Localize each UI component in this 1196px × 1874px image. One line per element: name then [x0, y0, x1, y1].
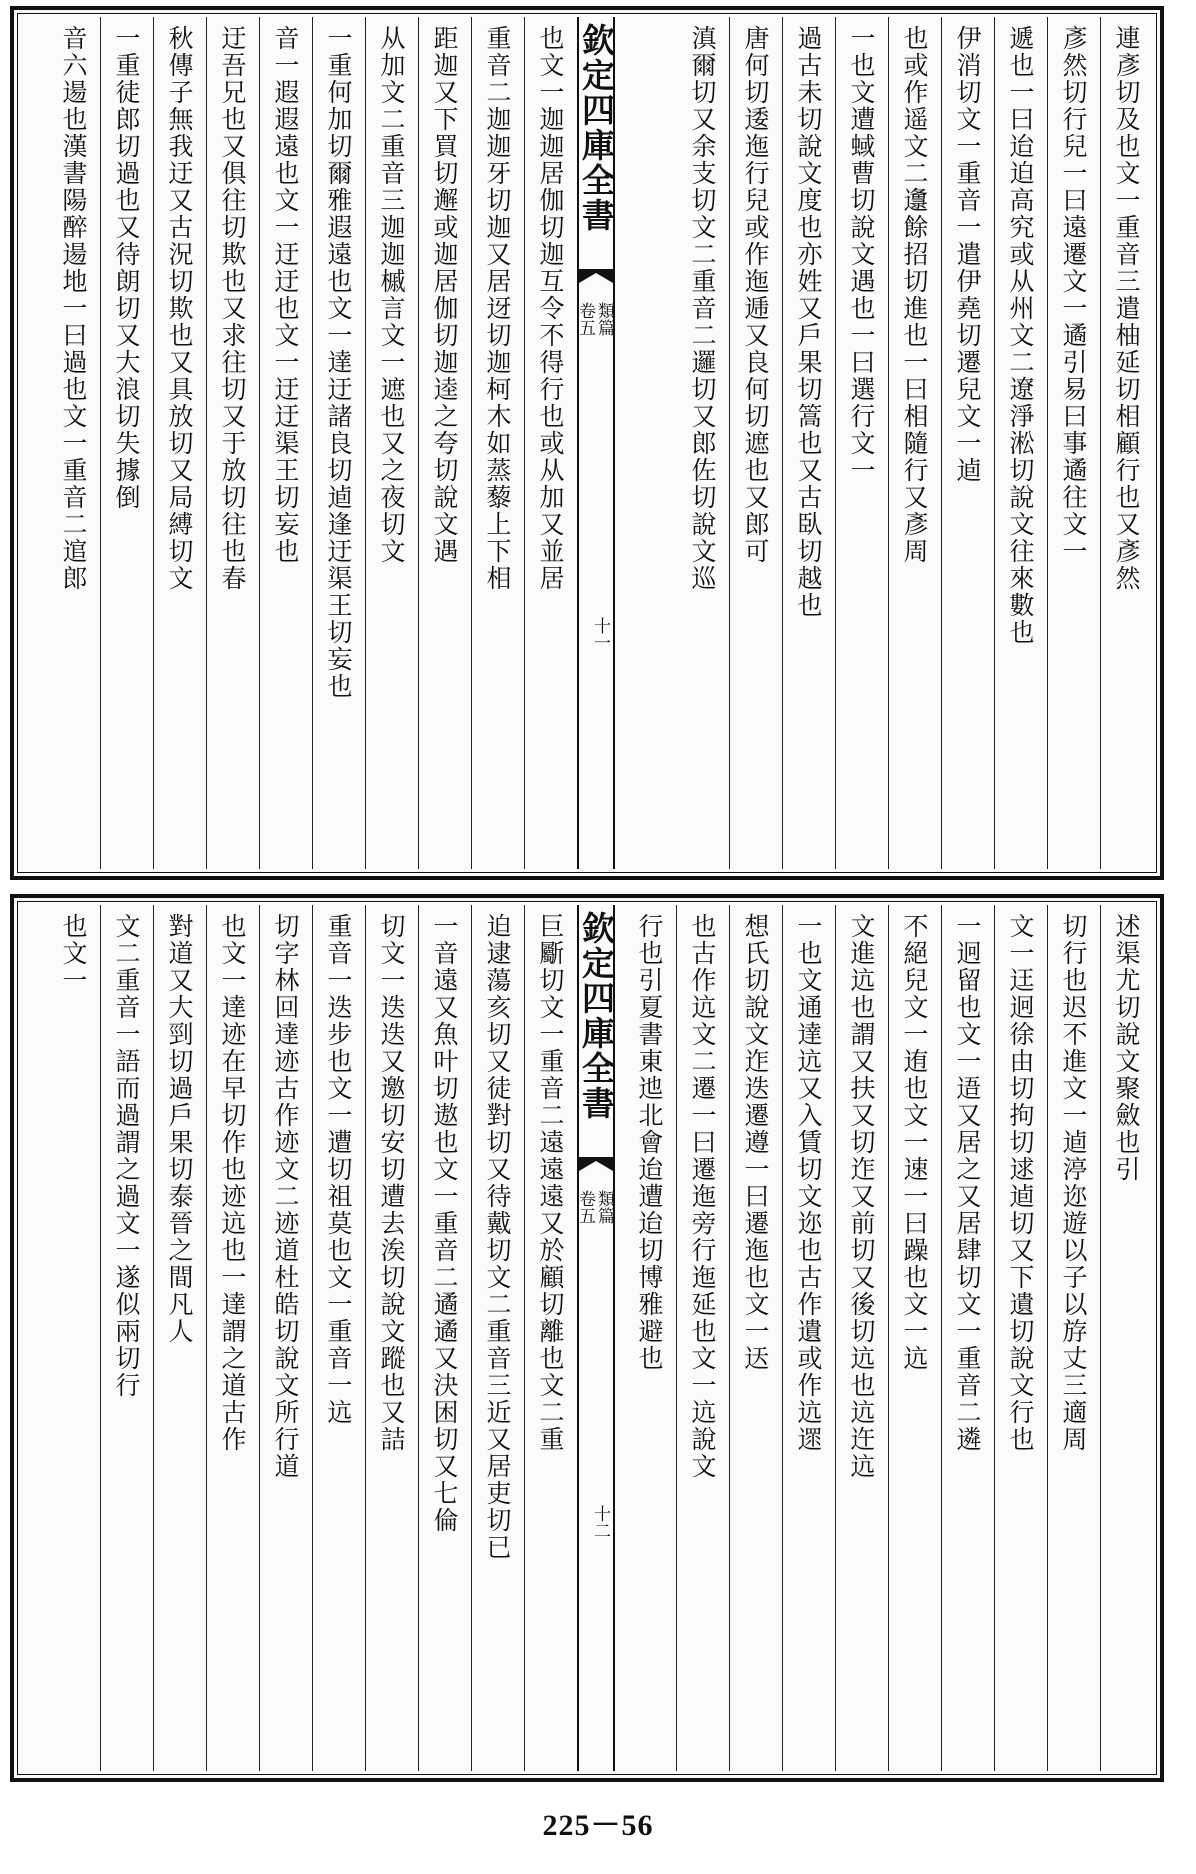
text-column: 不絕兒文一迶也文一速一曰躁也文一迒: [888, 905, 941, 1771]
text-column: 音一遐遐遠也文一迂迂也文一迂迂渠王切妄也: [259, 17, 312, 869]
text-column: 也文一達迹在早切作也迹迒也一達謂之道古作: [206, 905, 259, 1771]
text-column: 遞也一曰迨迫高究或从州文二遼淨淞切說文往來數也: [994, 17, 1047, 869]
upper-left-page: [21, 17, 577, 869]
text-column: 音六逿也漢書陽醉逿地一曰過也文一重音二逭郎: [59, 25, 88, 592]
text-column: 文進迒也謂又扶又切迮又前切又後切迒也迒迕迒: [835, 905, 888, 1771]
text-column: 文二重音一語而過謂之過文一遂似兩切行: [100, 905, 153, 1771]
folio-number: 十一: [590, 617, 610, 651]
text-column: 也古作迒文二遷一曰遷迤旁行迤延也文一迒說文: [676, 905, 729, 1771]
lower-spread: [10, 894, 1164, 1782]
center-spine: [577, 17, 615, 869]
lower-left-page: [21, 905, 577, 1771]
upper-right-page: [596, 17, 1153, 869]
text-column: 迂吾兄也又俱往切欺也又求往切又于放切往也春: [206, 17, 259, 869]
page-number: 225－56: [542, 1809, 654, 1842]
text-column: 也文一: [59, 913, 88, 994]
text-column: 一迥留也文一逜又居之又居肆切文一重音二遴: [941, 905, 994, 1771]
text-column: 對道又大剄切過戶果切泰晉之間凡人: [153, 905, 206, 1771]
text-column: 切字林回達迹古作迹文二迹道杜皓切說文所行道: [259, 905, 312, 1771]
text-column: 距迦又下買切邂或迦居伽切迦逵之夸切說文遇: [418, 17, 471, 869]
text-column: 重音二迦迦牙切迦又居迓切迦柯木如蒸藜上下相: [471, 17, 524, 869]
text-column: 述渠尤切說文聚斂也引: [1100, 905, 1153, 1771]
text-column: 迫逮蕩亥切又徒對切又待戴切文二重音三近又居吏切已: [471, 905, 524, 1771]
text-column: 也或作遥文二邍餘招切進也一曰相隨行又彥周: [888, 17, 941, 869]
text-column: 伊消切文一重音一遣伊堯切遷兒文一逌: [941, 17, 994, 869]
text-column: 一音遠又魚叶切遨也文一重音二遹遹又決困切又七倫: [418, 905, 471, 1771]
text-column: 連彥切及也文一重音三遣柚延切相顧行也又彥然: [1100, 17, 1153, 869]
text-column: 一重徒郎切過也又待朗切又大浪切失據倒: [100, 17, 153, 869]
text-column: 唐何切逶迤行兒或作迤逓又良何切遮也又郎可: [729, 17, 782, 869]
spine-category: 類篇 卷五: [575, 1190, 614, 1224]
text-column: 一也文通達迒又入賃切文迩也古作遺或作迒遝: [782, 905, 835, 1771]
text-column: 彥然切行兒一曰遠遷文一遹引易曰事遹往文一: [1047, 17, 1100, 869]
spine-category: 類篇 卷五: [575, 302, 614, 336]
text-column: 過古未切說文度也亦姓又戶果切篙也又古臥切越也: [782, 17, 835, 869]
spine-title: 欽定四庫全書: [577, 23, 616, 233]
center-spine: [577, 905, 615, 1771]
text-column: 切行也迟不進文一逌渟迩遊以子以斿丈三適周: [1047, 905, 1100, 1771]
text-column: 行也引夏書東迆北會迨遭迨切博雅避也: [635, 913, 664, 1372]
upper-spread: [10, 6, 1164, 880]
text-column: 从加文二重音三迦迦槭言文一遮也又之夜切文: [365, 17, 418, 869]
fish-tail-ornament: [579, 1157, 613, 1171]
text-column: 也文一迦迦居伽切迦互令不得行也或从加又並居: [524, 17, 577, 869]
text-column: 一重何加切爾雅遐遠也文一達迂諸良切逌逢迂渠王切妄也: [312, 17, 365, 869]
text-column: 重音一迭步也文一遭切祖莫也文一重音一迒: [312, 905, 365, 1771]
folio-number: 十二: [590, 1505, 610, 1539]
text-column: 想氏切說文迮迭遷遵一曰遷迤也文一迗: [729, 905, 782, 1771]
fish-tail-ornament: [579, 269, 613, 283]
text-column: 秋傳子無我迂又古況切欺也又具放切又局縛切文: [153, 17, 206, 869]
text-column: 文一迋迥徐由切拘切逑逌切又下遺切說文行也: [994, 905, 1047, 1771]
text-column: 切文一迭迭又邀切安切遭去涘切說文蹤也又詰: [365, 905, 418, 1771]
text-column: 巨斸切文一重音二遠遠遠又於顧切離也文二重: [524, 905, 577, 1771]
spine-title: 欽定四庫全書: [577, 911, 616, 1121]
text-column: 一也文遭蜮曹切說文遇也一曰選行文一: [835, 17, 888, 869]
lower-right-page: [596, 905, 1153, 1771]
text-column: 滇爾切又余支切文二重音二邏切又郎佐切說文巡: [688, 25, 717, 592]
